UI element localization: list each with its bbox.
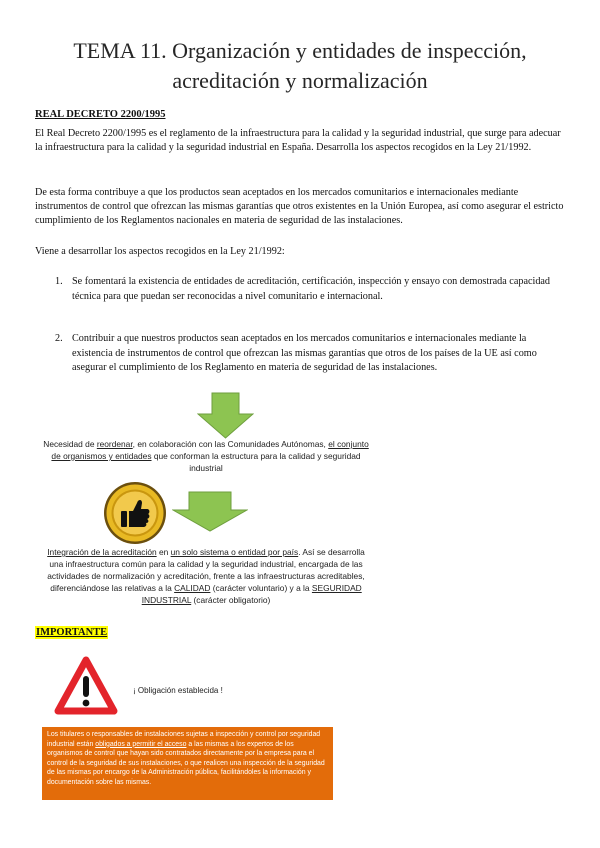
page-title-line-2: acreditación y normalización <box>172 68 428 93</box>
green-down-arrow-icon <box>172 491 248 532</box>
list-item <box>55 332 567 376</box>
list-item-number: 2. <box>55 333 63 344</box>
text-segment: que conforman la estructura para la calidad y seguridad industrial <box>151 451 361 473</box>
text-segment: Los titulares o responsables de instalaciones sujetas a inspección y control por seguridad industrial están <box>47 731 321 748</box>
text-segment: (carácter obligatorio) <box>191 595 271 605</box>
paragraph-1: El Real Decreto 2200/1995 es el reglamento de la infraestructura para la calidad y la seguridad industrial, que surge para adecuar la infraestructura para la calidad y la seguridad industrial en España. Desarrolla los aspectos recogidos en la Ley 21/1992. <box>35 128 561 153</box>
underlined-text: un solo sistema o entidad por país <box>170 547 299 557</box>
underlined-text: el conjunto de organismos y entidades <box>51 439 369 461</box>
list-item-number: 1. <box>55 276 63 287</box>
text-segment: . Así se desarrolla una infraestructura común para la calidad y la seguridad industrial, encargada de las actividades de normalización y acreditación, frente a las infraestructuras acreditables, diferenciándose las relativas a la <box>47 547 365 593</box>
obligation-label: ¡ Obligación establecida ! <box>133 686 223 695</box>
paragraph-2: De esta forma contribuye a que los productos sean aceptados en los mercados comunitarios e internacionales mediante instrumentos de control que ofrezcan las mismas garantías que otros existentes en la Unión Europea, así como asegurar el estricto cumplimiento de los Reglamentos nacionales en materia de seguridad de las instalaciones. <box>35 187 564 226</box>
important-label: IMPORTANTE <box>36 627 108 638</box>
list-item <box>55 275 567 304</box>
underlined-text: CALIDAD <box>174 583 211 593</box>
page-title-line-1: TEMA 11. Organización y entidades de inspección, <box>73 38 527 63</box>
text-segment: , en colaboración con las Comunidades Autónomas, <box>132 439 329 449</box>
text-segment: (carácter voluntario) y a la <box>210 583 312 593</box>
section-heading: REAL DECRETO 2200/1995 <box>35 109 166 120</box>
notice-box <box>42 727 333 800</box>
thumbs-up-seal-icon <box>104 482 166 544</box>
text-segment: a las mismas a los expertos de los organismos de control que hayan sido contratados directamente por la empresa para el control de la seguridad de sus instalaciones, o que realicen una inspección de la seguridad de las mismas por encargo de la Administración pública, facilitándoles la información y documentación sobre las mismas. <box>47 740 325 786</box>
underlined-text: obligados a permitir el acceso <box>95 740 187 748</box>
text-segment: Necesidad de <box>43 439 97 449</box>
diagram-step-1-text <box>38 438 374 474</box>
diagram-step-2-text <box>40 546 372 606</box>
list-intro: Viene a desarrollar los aspectos recogidos en la Ley 21/1992: <box>35 246 285 257</box>
underlined-text: SEGURIDAD INDUSTRIAL <box>141 583 362 605</box>
warning-triangle-icon <box>53 655 119 717</box>
underlined-text: reordenar <box>96 439 133 449</box>
text-segment: en <box>156 547 171 557</box>
underlined-text: Integración de la acreditación <box>47 547 157 557</box>
green-down-arrow-icon <box>197 392 254 439</box>
list-item-text: Contribuir a que nuestros productos sean aceptados en los mercados comunitarios e internacionales mediante la existencia de instrumentos de control que ofrezcan las mismas garantías que otros de los países de la UE así como asegurar el cumplimiento de los Reglamento en materia de seguridad de las instalaciones. <box>72 333 537 373</box>
list-item-text: Se fomentará la existencia de entidades de acreditación, certificación, inspección y ensayo con demostrada capacidad técnica para que puedan ser reconocidas a nivel comunitario e internacional. <box>72 276 551 302</box>
